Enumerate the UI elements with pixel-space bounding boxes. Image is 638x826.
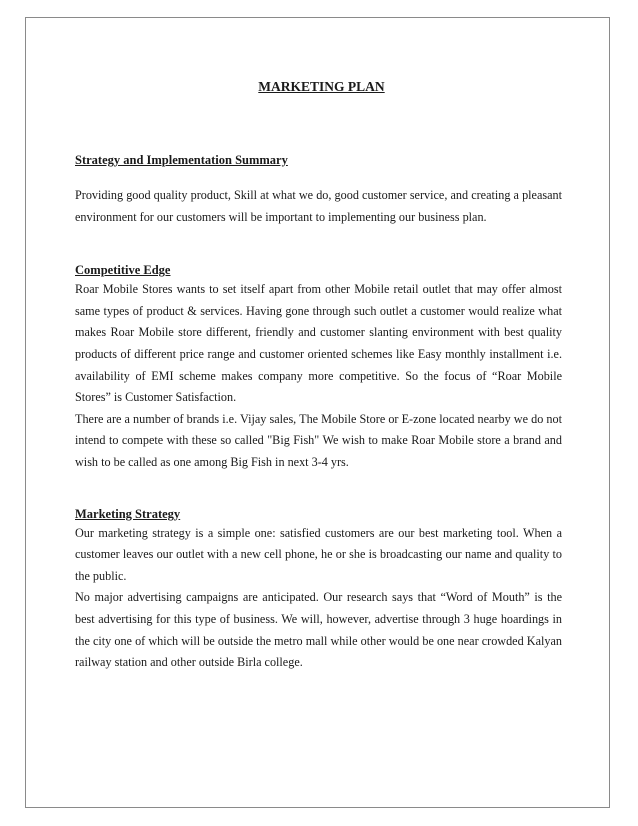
section-heading-strategy-summary: Strategy and Implementation Summary	[75, 153, 288, 167]
section-heading-marketing-strategy: Marketing Strategy	[75, 506, 181, 521]
paragraph-competitive-edge-2: There are a number of brands i.e. Vijay sales, The Mobile Store or E-zone located nearby we do not intend to compete with these so called "Big Fish" We wish to make Roar Mobile store a brand and wish to be called as one among Big Fish in next 3-4 yrs.	[75, 411, 562, 469]
document-title: MARKETING PLAN	[258, 79, 385, 94]
paragraph-competitive-edge-1: Roar Mobile Stores wants to set itself apart from other Mobile retail outlet that may offer almost same types of product & services. Having gone through such outlet a customer would realize what makes Roar Mobile store different, friendly and customer slanting environment with best quality products of different price range and customer oriented schemes like Easy monthly installment i.e. availability of EMI scheme makes company more competitive. So the focus of “Roar Mobile Stores” is Customer Satisfaction.	[75, 282, 562, 405]
document-body	[75, 78, 562, 674]
paragraph-marketing-strategy-1: Our marketing strategy is a simple one: satisfied customers are our best marketing tool. When a customer leaves our outlet with a new cell phone, he or she is broadcasting our name and quality to the public.	[75, 525, 562, 583]
section-heading-competitive-edge: Competitive Edge	[75, 263, 171, 278]
paragraph-strategy-summary: Providing good quality product, Skill at what we do, good customer service, and creating a pleasant environment for our customers will be important to implementing our business plan.	[75, 188, 562, 224]
paragraph-marketing-strategy-2: No major advertising campaigns are anticipated. Our research says that “Word of Mouth” is the best advertising for this type of business. We will, however, advertise through 3 huge hoardings in the city one of which will be outside the metro mall while other would be one near crowded Kalyan railway station and other outside Birla college.	[75, 590, 562, 670]
